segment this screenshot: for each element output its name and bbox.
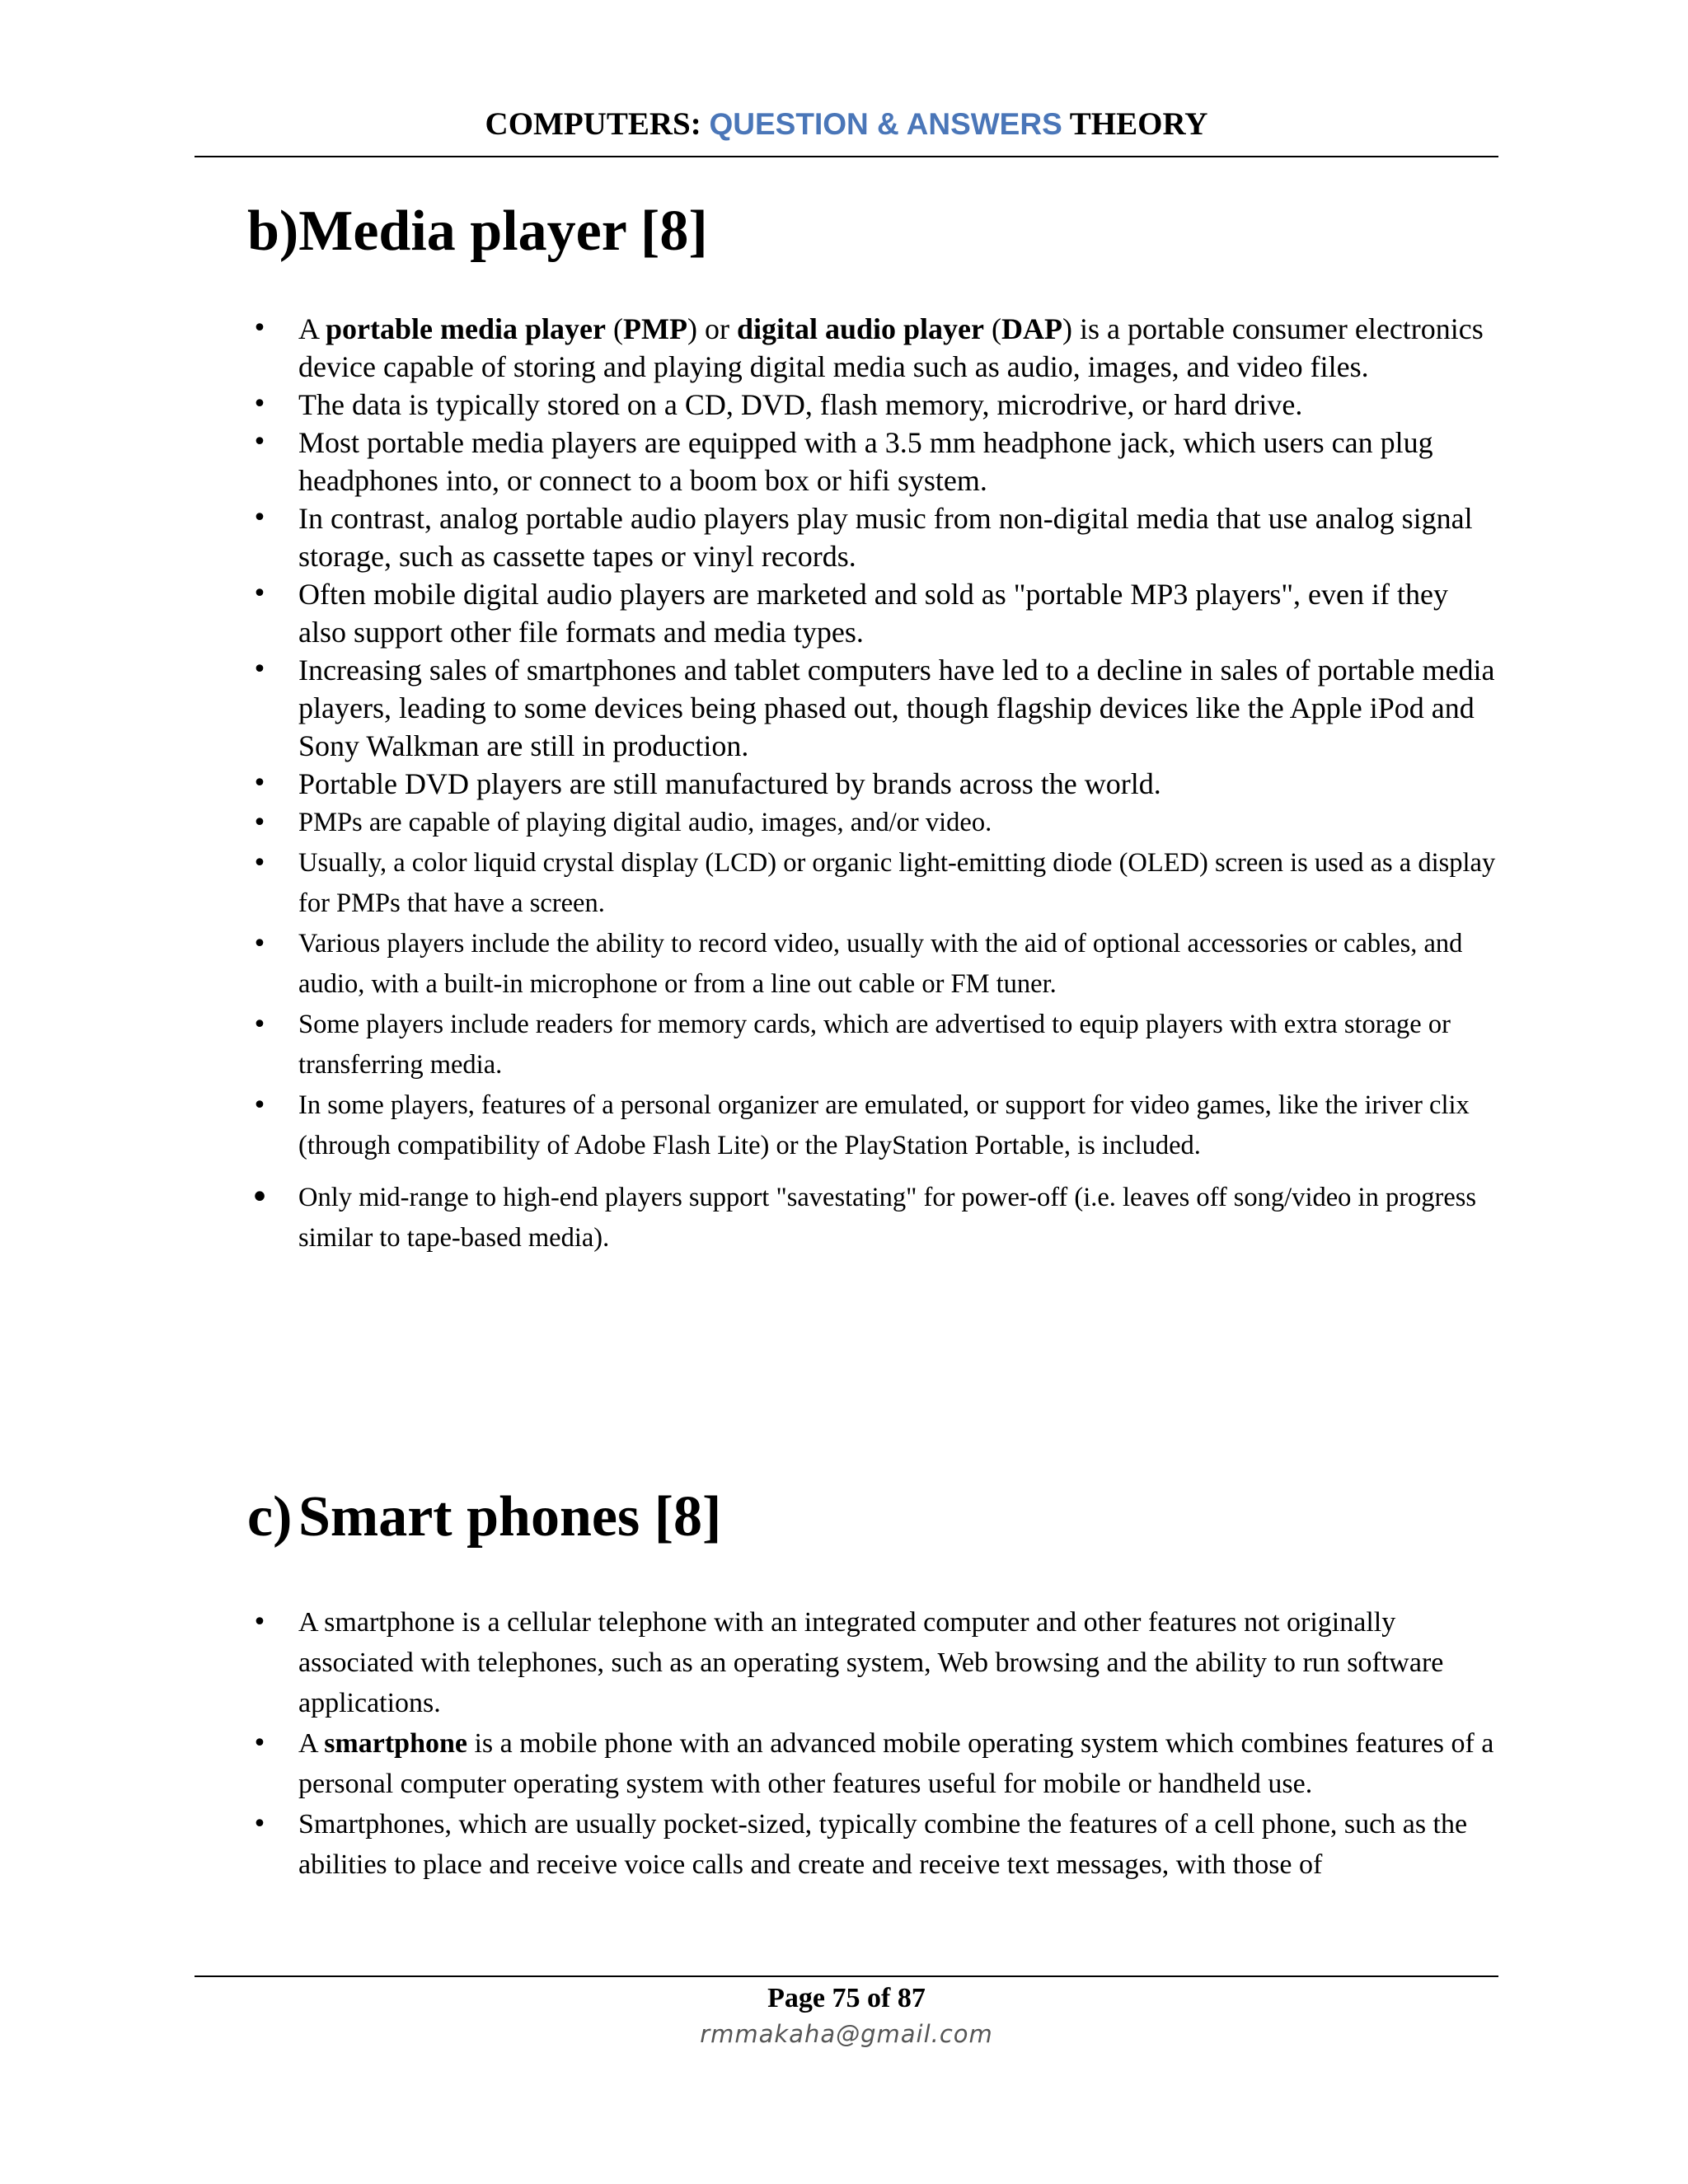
section-smart-phones	[247, 1483, 1500, 1885]
list-item	[247, 1005, 1502, 1085]
text: (	[605, 312, 623, 345]
text: Increasing sales of smartphones and tablet computers have led to a decline in sales of portable media players, leading to some devices being phased out, though flagship devices like the Apple iPod and Sony Walkman are still in production.	[298, 654, 1495, 762]
bullet-icon: •	[252, 579, 267, 608]
bullet-icon: •	[252, 314, 267, 343]
bullet-icon: •	[252, 930, 267, 958]
text: A smartphone is a cellular telephone with an integrated computer and other features not originally associated with telephones, such as an operating system, Web browsing and the ability to run software applications.	[298, 1607, 1444, 1718]
list-item	[247, 1602, 1502, 1723]
bold-text: portable media player	[326, 312, 606, 345]
footer-divider	[195, 1975, 1498, 1977]
text: Often mobile digital audio players are marketed and sold as "portable MP3 players", even if they also support other file formats and media types.	[298, 578, 1448, 649]
header-question-answers: QUESTION & ANSWERS	[709, 107, 1062, 141]
bullet-icon: •	[252, 769, 267, 798]
text: Most portable media players are equipped with a 3.5 mm headphone jack, which users can plug headphones into, or connect to a boom box or hifi system.	[298, 426, 1433, 497]
text: In some players, features of a personal organizer are emulated, or support for video games, like the iriver clix (through compatibility of Adobe Flash Lite) or the PlayStation Portable, is included.	[298, 1090, 1470, 1160]
list-item	[247, 575, 1502, 651]
text: Only mid-range to high-end players support "savestating" for power-off (i.e. leaves off song/video in progress similar to tape-based media).	[298, 1183, 1477, 1253]
text: A	[298, 312, 326, 345]
text: Usually, a color liquid crystal display (LCD) or organic light-emitting diode (OLED) screen is used as a display for PMPs that have a screen.	[298, 848, 1496, 918]
page-footer	[195, 1980, 1498, 2050]
list-item	[247, 499, 1502, 575]
text: Smartphones, which are usually pocket-sized, typically combine the features of a cell phone, such as the abilities to place and receive voice calls and create and receive text messages, with those of	[298, 1809, 1468, 1880]
bullet-icon: •	[252, 808, 267, 837]
text: is a mobile phone with an advanced mobile operating system which combines features of a personal computer operating system with other features useful for mobile or handheld use.	[298, 1728, 1494, 1799]
page-number: Page 75 of 87	[767, 1983, 926, 2013]
bold-text: PMP	[622, 312, 687, 345]
list-item	[247, 1178, 1502, 1258]
author-email: rmmakaha@gmail.com	[700, 2020, 993, 2048]
text: ) or	[687, 312, 737, 345]
header-theory: THEORY	[1062, 106, 1208, 142]
list-item	[247, 803, 1502, 843]
list-item	[247, 651, 1502, 765]
list-item	[247, 310, 1502, 386]
bullet-icon: •	[252, 1608, 267, 1637]
bullet-icon: •	[252, 428, 267, 457]
text: ) is a portable consumer electronics device capable of storing and playing digital media such as audio, images, and video files.	[298, 312, 1484, 383]
text: Some players include readers for memory cards, which are advertised to equip players with extra storage or transferring media.	[298, 1010, 1451, 1080]
list-item	[247, 1804, 1502, 1885]
bullet-icon: •	[252, 1810, 267, 1839]
list-item	[247, 386, 1502, 424]
section-title: Media player [8]	[298, 199, 708, 263]
bullet-icon: •	[252, 1729, 267, 1758]
bullet-icon: •	[252, 655, 267, 684]
bullet-list	[247, 1602, 1500, 1885]
text: Portable DVD players are still manufactured by brands across the world.	[298, 767, 1161, 800]
section-heading	[247, 1483, 1500, 1551]
list-item	[247, 924, 1502, 1005]
bullet-list	[247, 310, 1500, 1258]
text: A	[298, 1728, 325, 1759]
text: Various players include the ability to record video, usually with the aid of optional accessories or cables, and audio, with a built-in microphone or from a line out cable or FM tuner.	[298, 929, 1463, 999]
bullet-icon: •	[252, 504, 267, 532]
list-item	[247, 843, 1502, 924]
header-separator: :	[690, 106, 710, 142]
section-letter: b)	[247, 199, 299, 263]
list-item	[247, 1085, 1502, 1166]
text: The data is typically stored on a CD, DVD, flash memory, microdrive, or hard drive.	[298, 388, 1303, 421]
list-item	[247, 765, 1502, 803]
running-header	[195, 105, 1498, 143]
list-item	[247, 1723, 1502, 1804]
bold-text: DAP	[1001, 312, 1062, 345]
header-divider	[195, 156, 1498, 157]
section-title: Smart phones [8]	[298, 1485, 722, 1549]
section-letter: c)	[247, 1485, 293, 1549]
bullet-icon: •	[252, 1091, 267, 1120]
bullet-icon: •	[252, 390, 267, 419]
text: PMPs are capable of playing digital audio, images, and/or video.	[298, 808, 992, 837]
bullet-icon: •	[252, 849, 267, 878]
text: In contrast, analog portable audio players play music from non-digital media that use analog signal storage, such as cassette tapes or vinyl records.	[298, 502, 1473, 573]
list-item	[247, 424, 1502, 499]
section-heading	[247, 198, 1500, 265]
bold-text: digital audio player	[736, 312, 984, 345]
section-media-player	[247, 198, 1500, 1258]
text: (	[983, 312, 1001, 345]
bold-text: smartphone	[324, 1728, 467, 1759]
bullet-icon: •	[252, 1010, 267, 1039]
header-computers: COMPUTERS	[485, 106, 691, 142]
bullet-icon: •	[250, 1179, 270, 1216]
